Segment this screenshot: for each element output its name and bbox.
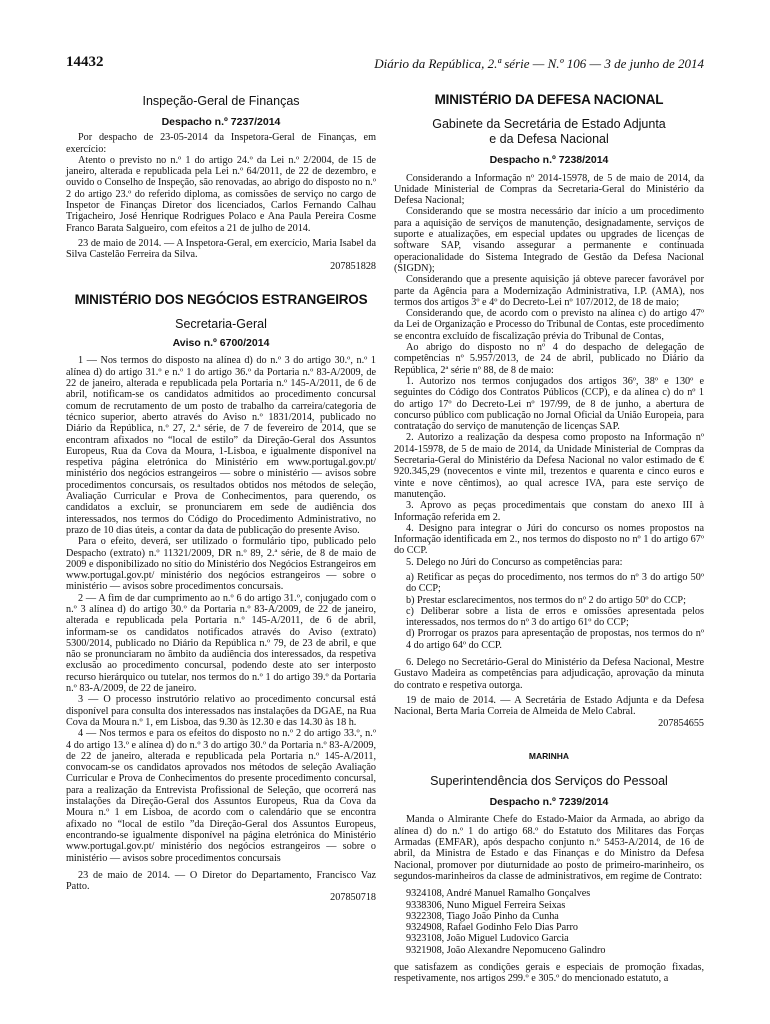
paragraph: 4. Designo para integrar o Júri do concurso os nomes propostos na Informação identificada em 2., nos termos do disposto no nº 1 do artigo 67º do CCP. (394, 522, 704, 557)
paragraph: 1 — Nos termos do disposto na alínea d) do n.º 3 do artigo 30.º, n.º 1 alínea d) do artigo 31.º e n.º 1 do artigo 36.º da Portaria n.º 83-A/2009, de 22 de janeiro, alterada e republicada pela Portaria n.º 145-A/2011, de 6 de abril, notificam-se os candidatos admitidos ao procedimento concursal comum de recrutamento de um posto de trabalho da carreira/categoria de técnico superior, aberto através do Aviso n.º 1831/2014, publicado no Diário da República, n.º 27, 2.ª série, de 7 de fevereiro de 2014, que se encontram afixados no “local de estilo” da Direção-Geral dos Assuntos Europeus, Rua da Cova da Moura, 1-Lisboa, e igualmente disponível na respetiva página eletrónica do Ministério em www.portugal.gov.pt/ ministério dos negócios estrangeiros — sobre o ministério — avisos sobre procedimentos concursais, os resultados obtidos nos métodos de seleção, Avaliação Curricular e Prova de Conhecimentos, para querendo, os candidatos a excluir, se pronunciarem em sede de audiência dos interessados, nos termos do Código do Procedimento Administrativo, no prazo de 10 dias úteis, a contar da data de publicação do presente Aviso. (66, 355, 376, 536)
document-code: 207854655 (658, 717, 704, 729)
paragraph: Para o efeito, deverá, ser utilizado o formulário tipo, publicado pelo Despacho (extrato) n.º 11321/2009, DR n.º 89, 2.ª série, de 8 de maio de 2009 e disponibilizado no sítio do Ministério dos Negócios Estrangeiros em www.portugal.gov.pt/ ministério dos negócios estrangeiros — sobre o ministério — avisos sobre procedimentos concursais. (66, 536, 376, 593)
left-column (66, 90, 376, 904)
right-column (394, 90, 704, 985)
org-title-gabinete-line2: e da Defesa Nacional (489, 132, 609, 147)
paragraph: Considerando a Informação nº 2014-15978, de 5 de maio de 2014, da Unidade Ministerial de Compras da Secretaria-Geral do Ministério da Defesa Nacional; (394, 172, 704, 207)
list-item: 9324108, André Manuel Ramalho Gonçalves (406, 888, 591, 900)
paragraph: 4 — Nos termos e para os efeitos do disposto no n.º 2 do artigo 33.º, n.º 4 do artigo 13.º e alínea d) do n.º 3 do artigo 30.º da Portaria n.º 83-A/2009, de 22 de janeiro, alterada e republicada pela Portaria n.º 145-A/2011, convocam-se os candidatos aprovados nos métodos de seleção Avaliação Curricular e Prova de Conhecimentos do presente procedimento concursal, para a realização da Entrevista Profissional de Seleção, que ocorrerá nas instalações da Direção-Geral dos Assuntos Europeus, Rua da Cova da Moura n.º 1 em Lisboa, de acordo com o calendário que se encontra afixado no “local de estilo ”da Direção-Geral dos Assuntos Europeus, encontrando-se igualmente disponível na página eletrónica do Ministério www.portugal.gov.pt/ ministério dos negócios estrangeiros — sobre o ministério — avisos sobre procedimentos concursais (66, 728, 376, 864)
signature-line: 23 de maio de 2014. — O Diretor do Departamento, Francisco Vaz Patto. (66, 869, 376, 893)
list-item: 9338306, Nuno Miguel Ferreira Seixas (406, 899, 566, 911)
paragraph: 3 — O processo instrutório relativo ao procedimento concursal está disponível para consulta dos interessados nas instalações da DGAE, na Rua Cova da Moura n.º 1, em Lisboa, das 9.30 às 12.30 e das 14.30 às 18 h. (66, 694, 376, 728)
org-title-igf: Inspeção-Geral de Finanças (142, 94, 300, 108)
paragraph: Manda o Almirante Chefe do Estado-Maior da Armada, ao abrigo da alínea d) do n.º 1 do artigo 68.º do Estatuto dos Militares das Forças Armadas (EMFAR), após despacho conjunto n.º 5453-A/2014, de 16 de abril, da Ministra de Estado e das Finanças e do Ministro da Defesa Nacional, promover por diuturnidade ao posto de primeiro-marinheiro, os segundos-marinheiros da classe de administrativos, em regime de Contrato: (394, 814, 704, 882)
signature-line: 23 de maio de 2014. — A Inspetora-Geral, em exercício, Maria Isabel da Silva Castelão Ferreira da Silva. (66, 237, 376, 261)
list-item: a) Retificar as peças do procedimento, nos termos do nº 3 do artigo 50º do CCP; (406, 571, 704, 595)
list-item: 9323108, João Miguel Ludovico Garcia (406, 933, 569, 945)
list-item: 9322308, Tiago João Pinho da Cunha (406, 910, 559, 922)
list-item: d) Prorrogar os prazos para apresentação de propostas, nos termos do nº 4 do artigo 64º do CCP. (406, 628, 704, 651)
despacho-title-7239: Despacho n.º 7239/2014 (489, 796, 609, 809)
org-title-gabinete: Gabinete da Secretária de Estado Adjunta (432, 117, 666, 132)
list-item: c) Deliberar sobre a lista de erros e omissões apresentada pelos interessados, nos termos do nº 3 do artigo 61º do CCP; (406, 605, 704, 629)
paragraph: 2 — A fim de dar cumprimento ao n.º 6 do artigo 31.º, conjugado com o n.º 3 alínea d) do artigo 30.º da Portaria n.º 83-A/2009, de 22 de janeiro, alterada e republicada pela Portaria n.º 145-A/2011, de 6 de abril, informam-se os candidatos notificados através do Aviso (extrato) 5300/2014, publicado no Diário da República n.º 79, de 23 de abril, e que não se pronunciaram no âmbito da audiência dos interessados, da respetiva exclusão ao procedimento concursal, podendo deste ato ser interposto recurso hierárquico ou tutelar, nos termos do n.º 1 do artigo 39.º da Portaria n.º 83-A/2009, de 22 de janeiro. (66, 592, 376, 695)
org-title-sg: Secretaria-Geral (175, 317, 267, 332)
despacho-title-7237: Despacho n.º 7237/2014 (161, 116, 281, 128)
ministry-title-mne: MINISTÉRIO DOS NEGÓCIOS ESTRANGEIROS (74, 291, 368, 307)
signature-line: 19 de maio de 2014. — A Secretária de Estado Adjunta e da Defesa Nacional, Berta Maria Correia de Almeida de Melo Cabral. (394, 694, 704, 718)
document-code: 207851828 (330, 260, 376, 272)
ministry-title-mdn: MINISTÉRIO DA DEFESA NACIONAL (434, 92, 664, 107)
section-title-marinha: MARINHA (528, 750, 570, 761)
competencies-list (394, 572, 704, 651)
paragraph: Considerando que, de acordo com o previsto na alínea c) do artigo 47º da Lei de Organização e Processo do Tribunal de Contas, este procedimento se encontra excluído de fiscalização prévia do Tribunal de Contas, (394, 308, 704, 342)
names-list (394, 888, 704, 956)
paragraph: 6. Delego no Secretário-Geral do Ministério da Defesa Nacional, Mestre Gustavo Madeira as competências para adjudicação, aprovação da minuta do contrato e respetiva outorga. (394, 657, 704, 691)
org-title-ssp: Superintendência dos Serviços do Pessoal (430, 774, 668, 789)
paragraph: Considerando que se mostra necessário dar início a um procedimento para a aquisição de serviços de manutenção, designadamente, serviços de suporte e atualizações, em especial updates ou upgrades de licenças de software SAP, visando assegurar a permanente e continuada operacionalidade do Sistema Integrado de Gestão da Defesa Nacional (SIGDN); (394, 206, 704, 274)
page-number: 14432 (66, 54, 104, 70)
paragraph: Ao abrigo do disposto no nº 4 do despacho de delegação de competências nº 5.957/2013, de 24 de abril, publicado no Diário da República, 2ª série nº 88, de 8 de maio: (394, 342, 704, 376)
paragraph: 5. Delego no Júri do Concurso as competências para: (406, 556, 623, 568)
paragraph: 1. Autorizo nos termos conjugados dos artigos 36º, 38º e 130º e seguintes do Código dos Contratos Públicos (CCP), e da alínea c) do nº 1 do artigo 17º do Decreto-Lei nº 197/99, de 8 de junho, a abertura de concurso público com publicação no Jornal Oficial da União Europeia, para contratação do serviço de manutenção de licenças SAP. (394, 375, 704, 433)
aviso-title-6700: Aviso n.º 6700/2014 (172, 337, 270, 350)
despacho-title-7238: Despacho n.º 7238/2014 (489, 154, 609, 167)
document-code: 207850718 (330, 892, 376, 904)
list-item: 9324908, Rafael Godinho Felo Dias Parro (406, 922, 579, 934)
list-item: b) Prestar esclarecimentos, nos termos do nº 2 do artigo 50º do CCP; (406, 594, 686, 606)
paragraph: que satisfazem as condições gerais e especiais de promoção fixadas, respetivamente, nos artigos 299.º e 305.º do mencionado estatuto, a (394, 962, 704, 985)
paragraph: Por despacho de 23-05-2014 da Inspetora-Geral de Finanças, em exercício: (66, 132, 376, 155)
journal-header: Diário da República, 2.ª série — N.º 106 — 3 de junho de 2014 (374, 56, 704, 71)
paragraph: 2. Autorizo a realização da despesa como proposto na Informação nº 2014-15978, de 5 de maio de 2014, da Unidade Ministerial de Compras da Secretaria-Geral do Ministério da Defesa Nacional no valor estimado de € 920.345,29 (novecentos e vinte mil, trezentos e quarenta e cinco euros e vinte e nove cêntimos), ao qual acresce IVA, para este serviço de manutenção. (394, 432, 704, 500)
paragraph: Atento o previsto no n.º 1 do artigo 24.º da Lei n.º 2/2004, de 15 de janeiro, alterada e republicada pela Lei n.º 64/2011, de 22 de dezembro, e ouvido o Conselho de Inspeção, são renovadas, ao abrigo do disposto no n.º 2 do artigo 23.º do referido diploma, as comissões de serviço no cargo de Inspetor de Finanças Diretor dos licenciados, Carlos Fernando Calhau Trigacheiro, José Henrique Rodrigues Polaco e Ana Paula Pereira Cosme Franco Barata Salgueiro, com efeitos a 21 de julho de 2014. (66, 154, 376, 234)
paragraph: Considerando que a presente aquisição já obteve parecer favorável por parte da Agência para a Modernização Administrativa, I.P. (AMA), nos termos dos artigos 3º e 4º do Decreto-Lei nº 107/2012, de 18 de maio; (394, 274, 704, 308)
list-item: 9321908, João Alexandre Nepomuceno Galindro (406, 944, 606, 956)
paragraph: 3. Aprovo as peças procedimentais que constam do anexo III à Informação referida em 2. (394, 500, 704, 523)
